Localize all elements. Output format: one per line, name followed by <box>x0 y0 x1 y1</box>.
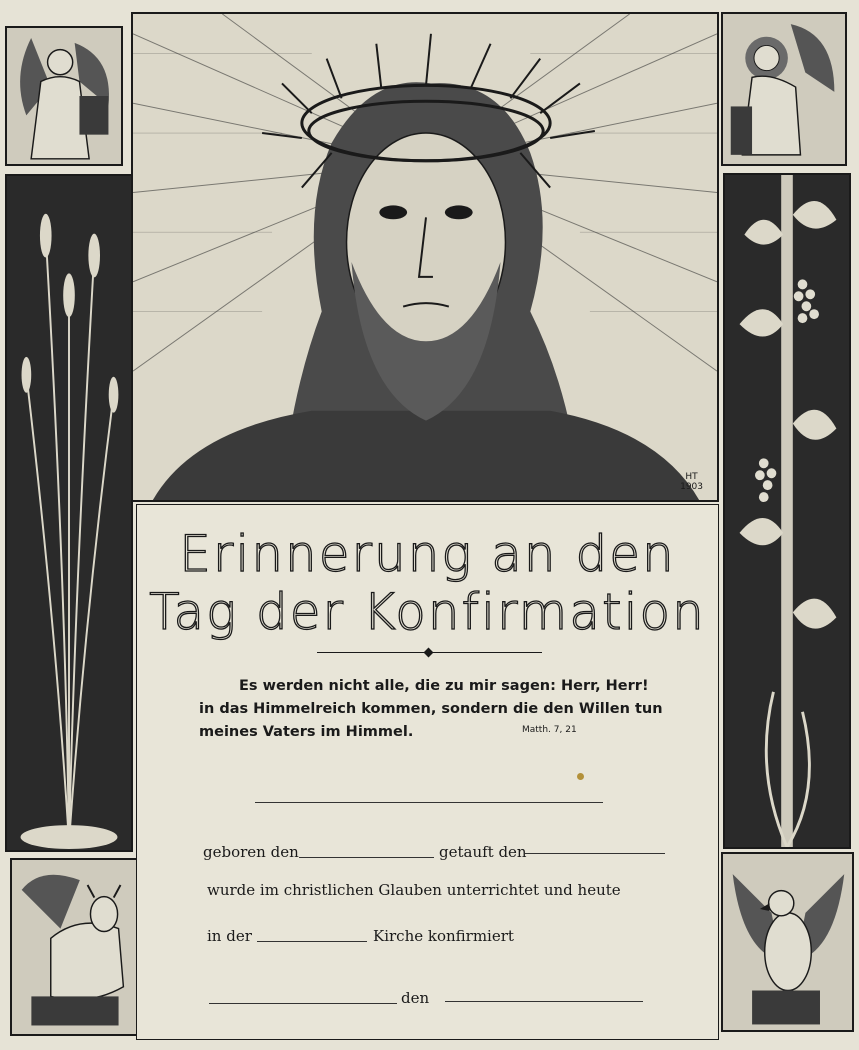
born-label: geboren den <box>203 843 299 861</box>
confirmation-date-field[interactable] <box>445 1001 643 1002</box>
certificate-form <box>136 504 719 1040</box>
baptism-date-field[interactable] <box>525 853 665 854</box>
verse-reference: Matth. 7, 21 <box>522 725 577 735</box>
date-label: den <box>401 989 430 1007</box>
portrait-illustration <box>131 12 719 502</box>
title-divider <box>317 652 542 653</box>
eagle-panel <box>721 852 854 1032</box>
winged-lion-icon <box>723 14 845 164</box>
title-line-1: Erinnerung an den <box>179 525 676 583</box>
instruction-statement: wurde im christlichen Glauben unterrichtet und heute <box>207 881 621 899</box>
baptized-label: getauft den <box>439 843 527 861</box>
monogram-letters: HT <box>685 472 698 482</box>
bible-verse <box>199 675 669 744</box>
vine-panel <box>723 173 851 849</box>
in-the-label: in der <box>207 927 252 945</box>
artist-monogram <box>680 472 703 492</box>
grapevine-icon <box>725 175 849 847</box>
verse-line-1: Es werden nicht alle, die zu mir sagen: Herr, Herr! <box>239 678 649 694</box>
crowned-portrait-image <box>133 14 717 500</box>
church-name-field[interactable] <box>257 941 367 942</box>
angel-symbol-icon <box>7 28 121 164</box>
place-field[interactable] <box>209 1003 397 1004</box>
angel-panel <box>5 26 123 166</box>
eagle-icon <box>723 854 852 1030</box>
lion-panel <box>721 12 847 166</box>
church-confirmed-label: Kirche konfirmiert <box>373 927 514 945</box>
wheat-panel <box>5 174 133 852</box>
ox-panel <box>10 858 138 1036</box>
winged-ox-icon <box>12 860 136 1034</box>
monogram-year: 1903 <box>680 482 703 492</box>
verse-line-3: meines Vaters im Himmel. <box>199 724 414 740</box>
birth-date-field[interactable] <box>299 857 434 858</box>
ink-stain <box>577 773 584 780</box>
wheat-stalks-icon <box>7 176 131 850</box>
name-field[interactable] <box>255 802 603 803</box>
verse-line-2: in das Himmelreich kommen, sondern die den Willen tun <box>199 701 663 717</box>
title-line-2: Tag der Konfirmation <box>149 583 706 641</box>
